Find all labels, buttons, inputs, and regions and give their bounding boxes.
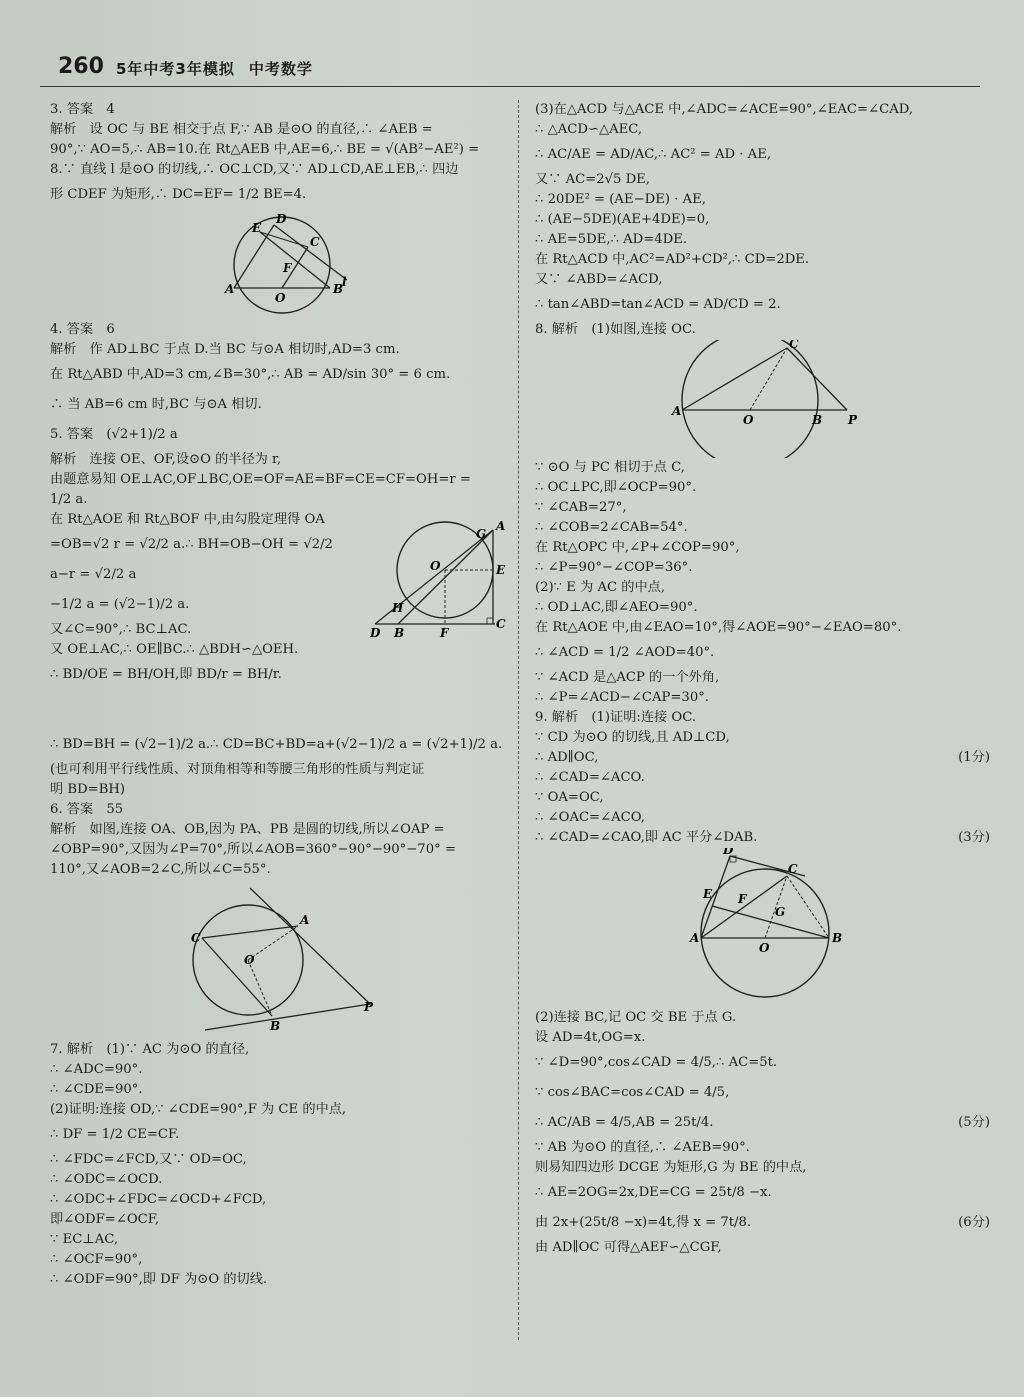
- svg-text:G: G: [476, 527, 487, 541]
- text-line: ∴ ∠FDC=∠FCD,又∵ OD=OC,: [50, 1152, 247, 1167]
- geometry-diagram: [50, 880, 505, 1040]
- svg-text:B: B: [333, 282, 344, 296]
- svg-text:B: B: [270, 1019, 281, 1033]
- text-line: ∴ tan∠ABD=tan∠ACD = AD/CD = 2.: [535, 297, 781, 312]
- text-line: ∴ AD∥OC, (1分): [535, 748, 990, 768]
- figure-q5: [370, 520, 510, 657]
- text-line: 在 Rt△AOE 和 Rt△BOF 中,由勾股定理得 OA: [50, 512, 325, 527]
- text-line: ∴ 当 AB=6 cm 时,BC 与⊙A 相切.: [50, 397, 262, 412]
- svg-text:B: B: [832, 931, 843, 945]
- left-column: [50, 100, 505, 1290]
- text-line: ∵ ∠CAB=27°,: [535, 500, 627, 515]
- column-divider: [518, 100, 519, 1340]
- svg-text:B: B: [812, 413, 823, 427]
- text-line: 1/2 a.: [50, 492, 88, 507]
- svg-text:P: P: [848, 413, 858, 427]
- text-line: ∴ ∠OAC=∠ACO,: [535, 810, 646, 825]
- text-line: 又∠C=90°,∴ BC⊥AC.: [50, 622, 192, 637]
- text-line: ∴ OC⊥PC,即∠OCP=90°.: [535, 480, 697, 495]
- svg-text:C: C: [191, 931, 201, 945]
- text-line: (也可利用平行线性质、对顶角相等和等腰三角形的性质与判定证: [50, 762, 425, 777]
- subject-label: 中考数学: [248, 60, 313, 78]
- text-line: 8. 解析 (1)如图,连接 OC.: [535, 322, 696, 337]
- text-line: ∴ BD/OE = BH/OH,即 BD/r = BH/r.: [50, 667, 282, 682]
- text-line: ∴ ∠ODC+∠FDC=∠OCD+∠FCD,: [50, 1192, 267, 1207]
- text-line: 解析 连接 OE、OF,设⊙O 的半径为 r,: [50, 452, 282, 467]
- geometry-diagram: [50, 210, 505, 320]
- text-line: ∴ △ACD∽△AEC,: [535, 122, 643, 137]
- text-line: 由题意易知 OE⊥AC,OF⊥BC,OE=OF=AE=BF=CE=CF=OH=r =: [50, 472, 471, 487]
- text-line: 解析 作 AD⊥BC 于点 D.当 BC 与⊙A 相切时,AD=3 cm.: [50, 342, 400, 357]
- svg-text:G: G: [775, 905, 786, 919]
- svg-text:A: A: [496, 520, 506, 533]
- text-line: 在 Rt△ABD 中,AD=3 cm,∠B=30°,∴ AB = AD/sin 30° = 6 cm.: [50, 367, 451, 382]
- svg-text:C: C: [496, 617, 506, 631]
- text-line: (2)连接 BC,记 OC 交 BE 于点 G.: [535, 1010, 737, 1025]
- figure-q8: [535, 340, 990, 458]
- text-line: ∴ OD⊥AC,即∠AEO=90°.: [535, 600, 698, 615]
- svg-text:F: F: [738, 892, 747, 906]
- svg-text:C: C: [789, 340, 799, 351]
- page-header: [58, 52, 978, 86]
- right-column: [535, 100, 990, 1258]
- svg-text:E: E: [252, 221, 262, 235]
- text-line: ∵ ⊙O 与 PC 相切于点 C,: [535, 460, 685, 475]
- svg-text:C: C: [788, 862, 798, 876]
- text-line: 又∵ ∠ABD=∠ACD,: [535, 272, 663, 287]
- text-line: 又 OE⊥AC,∴ OE∥BC.∴ △BDH∽△OEH.: [50, 642, 299, 657]
- svg-text:O: O: [743, 413, 754, 427]
- text-line: ∵ ∠D=90°,cos∠CAD = 4/5,∴ AC=5t.: [535, 1055, 778, 1070]
- text-line: ∴ ∠COB=2∠CAB=54°.: [535, 520, 688, 535]
- header-rule: [40, 86, 980, 87]
- geometry-diagram: [535, 340, 990, 458]
- text-line: (3)在△ACD 与△ACE 中,∠ADC=∠ACE=90°,∠EAC=∠CAD,: [535, 102, 914, 117]
- svg-text:O: O: [244, 953, 255, 967]
- svg-text:B: B: [394, 626, 405, 640]
- text-line: 又∵ AC=2√5 DE,: [535, 172, 650, 187]
- svg-text:A: A: [672, 404, 682, 418]
- text-line: ∴ ∠ACD = 1/2 ∠AOD=40°.: [535, 645, 715, 660]
- score-label: (1分): [958, 750, 990, 765]
- text-line: 4. 答案 6: [50, 322, 115, 337]
- svg-text:P: P: [364, 1000, 374, 1014]
- text-line: 由 2x+(25t/8 −x)=4t,得 x = 7t/8. (6分): [535, 1208, 990, 1238]
- text-line: ∴ (AE−5DE)(AE+4DE)=0,: [535, 212, 710, 227]
- figure-q9: [535, 848, 990, 1008]
- text-line: 由 AD∥OC 可得△AEF∽△CGF,: [535, 1240, 722, 1255]
- score-label: (5分): [958, 1115, 990, 1130]
- text-line: ∴ ∠CDE=90°.: [50, 1082, 143, 1097]
- text-line: ∴ ∠OCF=90°,: [50, 1252, 143, 1267]
- text-line: ∴ AE=2OG=2x,DE=CG = 25t/8 −x.: [535, 1185, 772, 1200]
- text-line: 7. 解析 (1)∵ AC 为⊙O 的直径,: [50, 1042, 250, 1057]
- text-line: (2)∵ E 为 AC 的中点,: [535, 580, 666, 595]
- text-line: 形 CDEF 为矩形,∴ DC=EF= 1/2 BE=4.: [50, 187, 307, 202]
- text-line: 110°,又∠AOB=2∠C,所以∠C=55°.: [50, 862, 271, 877]
- geometry-diagram: [370, 520, 510, 650]
- text-line: ∵ ∠ACD 是△ACP 的一个外角,: [535, 670, 720, 685]
- text-line: ∴ ∠ODF=90°,即 DF 为⊙O 的切线.: [50, 1272, 268, 1287]
- text-line: ∴ AE=5DE,∴ AD=4DE.: [535, 232, 688, 247]
- svg-text:A: A: [300, 913, 310, 927]
- text-line: 6. 答案 55: [50, 802, 124, 817]
- text-line: ∴ ∠CAD=∠CAO,即 AC 平分∠DAB. (3分): [535, 828, 990, 848]
- score-label: (3分): [958, 830, 990, 845]
- text-line: 在 Rt△ACD 中,AC²=AD²+CD²,∴ CD=2DE.: [535, 252, 810, 267]
- svg-text:O: O: [759, 941, 770, 955]
- text-line: ∵ OA=OC,: [535, 790, 604, 805]
- text-line: =OB=√2 r = √2/2 a.∴ BH=OB−OH = √2/2 a−r = √2/2 a: [50, 537, 333, 582]
- text-line: 9. 解析 (1)证明:连接 OC.: [535, 710, 697, 725]
- text-line: 解析 设 OC 与 BE 相交于点 F,∵ AB 是⊙O 的直径,∴ ∠AEB =: [50, 122, 433, 137]
- text-line: ∵ cos∠BAC=cos∠CAD = 4/5,: [535, 1085, 730, 1100]
- text-line: 3. 答案 4: [50, 102, 115, 117]
- text-line: ∵ EC⊥AC,: [50, 1232, 119, 1247]
- book-title: 5年中考3年模拟 中考数学: [116, 60, 313, 78]
- text-line: 在 Rt△OPC 中,∠P+∠COP=90°,: [535, 540, 740, 555]
- svg-text:F: F: [440, 626, 449, 640]
- page-number: 260: [58, 54, 104, 79]
- text-line: ∴ BD=BH = (√2−1)/2 a.∴ CD=BC+BD=a+(√2−1)/2 a = (√2+1)/2 a.: [50, 737, 503, 752]
- text-line: ∴ AC/AE = AD/AC,∴ AC² = AD · AE,: [535, 147, 772, 162]
- text-line: 即∠ODF=∠OCF,: [50, 1212, 160, 1227]
- svg-text:E: E: [496, 563, 506, 577]
- svg-text:D: D: [723, 848, 734, 857]
- text-line: 则易知四边形 DCGE 为矩形,G 为 BE 的中点,: [535, 1160, 807, 1175]
- text-line: 解析 如图,连接 OA、OB,因为 PA、PB 是圆的切线,所以∠OAP =: [50, 822, 445, 837]
- text-line: 8.∵ 直线 l 是⊙O 的切线,∴ OC⊥CD,又∵ AD⊥CD,AE⊥EB,∴ 四边: [50, 162, 459, 177]
- text-line: 明 BD=BH): [50, 782, 126, 797]
- svg-text:O: O: [275, 291, 286, 305]
- text-line: ∴ DF = 1/2 CE=CF.: [50, 1127, 180, 1142]
- score-label: (6分): [958, 1215, 990, 1230]
- text-line: ∴ ∠P=∠ACD−∠CAP=30°.: [535, 690, 709, 705]
- text-line: ∵ AB 为⊙O 的直径,∴ ∠AEB=90°.: [535, 1140, 750, 1155]
- svg-text:D: D: [370, 626, 381, 640]
- text-line: ∴ ∠P=90°−∠COP=36°.: [535, 560, 693, 575]
- text-line: ∴ 20DE² = (AE−DE) · AE,: [535, 192, 706, 207]
- svg-text:E: E: [703, 887, 713, 901]
- text-line: ∴ ∠ADC=90°.: [50, 1062, 143, 1077]
- text-line: ∴ ∠CAD=∠ACO.: [535, 770, 645, 785]
- svg-text:A: A: [225, 282, 235, 296]
- text-line: ∴ AC/AB = 4/5,AB = 25t/4. (5分): [535, 1108, 990, 1138]
- figure-q3: [50, 210, 505, 320]
- geometry-diagram: [535, 848, 990, 1008]
- svg-text:F: F: [283, 261, 292, 275]
- figure-q6: [50, 880, 505, 1040]
- svg-text:H: H: [392, 601, 404, 615]
- text-line: 设 AD=4t,OG=x.: [535, 1030, 646, 1045]
- svg-text:l: l: [342, 275, 347, 289]
- svg-text:O: O: [430, 559, 441, 573]
- text-line: 在 Rt△AOE 中,由∠EAO=10°,得∠AOE=90°−∠EAO=80°.: [535, 620, 902, 635]
- svg-text:C: C: [310, 235, 320, 249]
- text-line: ∴ ∠ODC=∠OCD.: [50, 1172, 163, 1187]
- text-line: 5. 答案 (√2+1)/2 a: [50, 427, 178, 442]
- text-line: ∠OBP=90°,又因为∠P=70°,所以∠AOB=360°−90°−90°−70° =: [50, 842, 456, 857]
- text-line: (2)证明:连接 OD,∵ ∠CDE=90°,F 为 CE 的中点,: [50, 1102, 347, 1117]
- text-line: −1/2 a = (√2−1)/2 a.: [50, 597, 190, 612]
- svg-text:D: D: [276, 212, 287, 226]
- text-line: 90°,∵ AO=5,∴ AB=10.在 Rt△AEB 中,AE=6,∴ BE = √(AB²−AE²) =: [50, 142, 480, 157]
- text-line: ∵ CD 为⊙O 的切线,且 AD⊥CD,: [535, 730, 730, 745]
- svg-text:A: A: [690, 931, 700, 945]
- q5-block: [50, 520, 506, 730]
